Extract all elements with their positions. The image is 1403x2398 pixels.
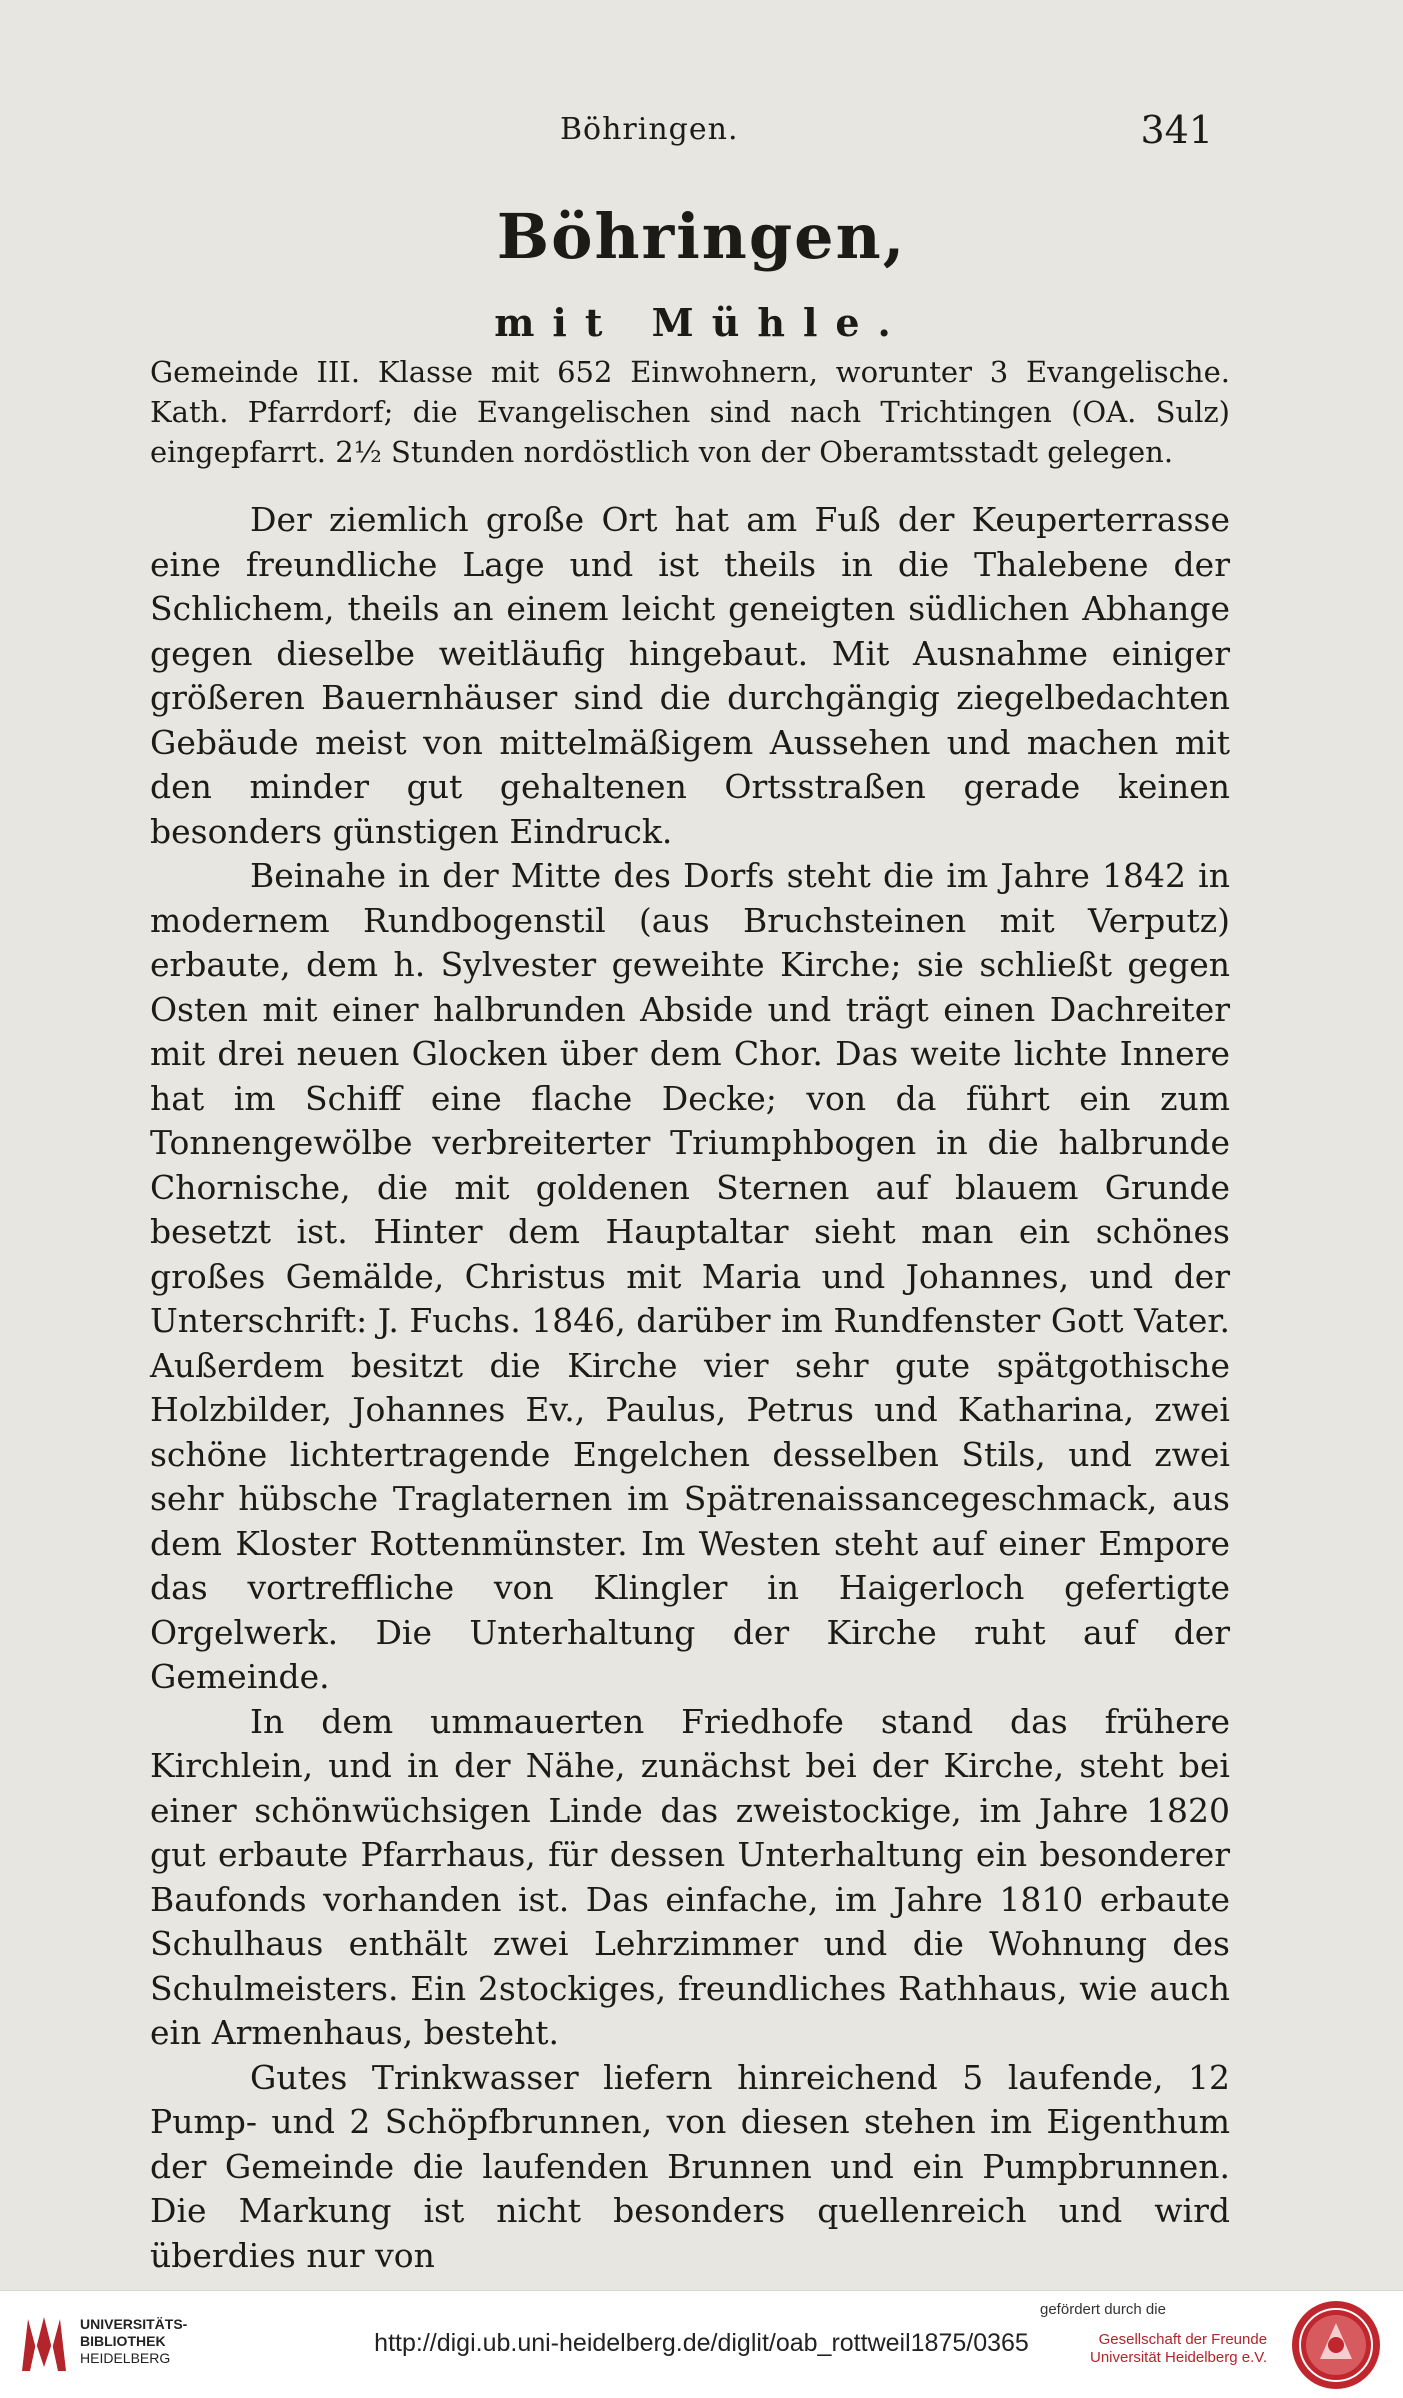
sponsor-intro: gefördert durch die [1040, 2301, 1166, 2318]
page-number: 341 [1140, 108, 1213, 152]
paragraph: Der ziemlich große Ort hat am Fuß der Keuperterrasse eine freundliche Lage und ist theils in die Thalebene der Schlichem, theils an einem leicht geneigten südlichen Abhange gegen dieselbe weitläufig hingebaut. Mit Ausnahme einiger größeren Bauernhäuser sind die durchgängig ziegelbedachten Gebäude meist von mittelmäßigem Aussehen und machen mit den minder gut gehaltenen Ortsstraßen gerade keinen besonders günstigen Eindruck. [150, 500, 1230, 851]
article-subtitle: mit Mühle. [494, 300, 909, 345]
document-url[interactable]: http://digi.ub.uni-heidelberg.de/diglit/oab_rottweil1875/0365 [374, 2329, 1029, 2357]
paragraph: Beinahe in der Mitte des Dorfs steht die im Jahre 1842 in modernem Rundbogenstil (aus Bruchsteinen mit Verputz) erbaute, dem h. Sylvester geweihte Kirche; sie schließt gegen Osten mit einer halbrunden Abside und trägt einen Dachreiter mit drei neuen Glocken über dem Chor. Das weite lichte Innere hat im Schiff eine flache Decke; von da führt ein zum Tonnengewölbe verbreiterter Triumphbogen in die halbrunde Chornische, die mit goldenen Sternen auf blauem Grunde besetzt ist. Hinter dem Hauptaltar sieht man ein schönes großes Gemälde, Christus mit Maria und Johannes, und der Unterschrift: J. Fuchs. 1846, darüber im Rundfenster Gott Vater. Außerdem besitzt die Kirche vier sehr gute spätgothische Holzbilder, Johannes Ev., Paulus, Petrus und Katharina, zwei schöne lichtertragende Engelchen desselben Stils, und zwei sehr hübsche Traglaternen im Spätrenaissancegeschmack, aus dem Kloster Rottenmünster. Im Westen steht auf einer Empore das vortreffliche von Klingler in Haigerloch gefertigte Orgelwerk. Die Unterhaltung der Kirche ruht auf der Gemeinde. [150, 856, 1230, 1696]
running-title: Böhringen. [560, 112, 739, 147]
paragraph: In dem ummauerten Friedhofe stand das frühere Kirchlein, und in der Nähe, zunächst bei der Kirche, steht bei einer schönwüchsigen Linde das zweistockige, im Jahre 1820 gut erbaute Pfarrhaus, für dessen Unterhaltung ein besonderer Baufonds vorhanden ist. Das einfache, im Jahre 1810 erbaute Schulhaus enthält zwei Lehrzimmer und die Wohnung des Schulmeisters. Ein 2stockiges, freundliches Rathhaus, wie auch ein Armenhaus, besteht. [150, 1701, 1230, 2052]
article-title: Böhringen, [496, 200, 907, 273]
library-name: UNIVERSITÄTS- BIBLIOTHEK HEIDELBERG [80, 2316, 188, 2366]
sponsor-name: Gesellschaft der Freunde Universität Heidelberg e.V. [1090, 2331, 1268, 2366]
summary-paragraph: Gemeinde III. Klasse mit 652 Einwohnern, worunter 3 Evangelische. Kath. Pfarrdorf; die Evangelischen sind nach Trichtingen (OA. Sulz) eingepfarrt. 2½ Stunden nordöstlich von der Oberamtsstadt gelegen. [150, 355, 1230, 469]
running-head [0, 108, 1403, 162]
paragraph: Gutes Trinkwasser liefern hinreichend 5 laufende, 12 Pump- und 2 Schöpfbrunnen, von diesen stehen im Eigenthum der Gemeinde die laufenden Brunnen und ein Pumpbrunnen. Die Markung ist nicht besonders quellenreich und wird überdies nur von [150, 2057, 1230, 2275]
body-text [150, 498, 1230, 2278]
footer-bar [0, 2290, 1403, 2398]
university-seal-icon [1290, 2299, 1382, 2391]
